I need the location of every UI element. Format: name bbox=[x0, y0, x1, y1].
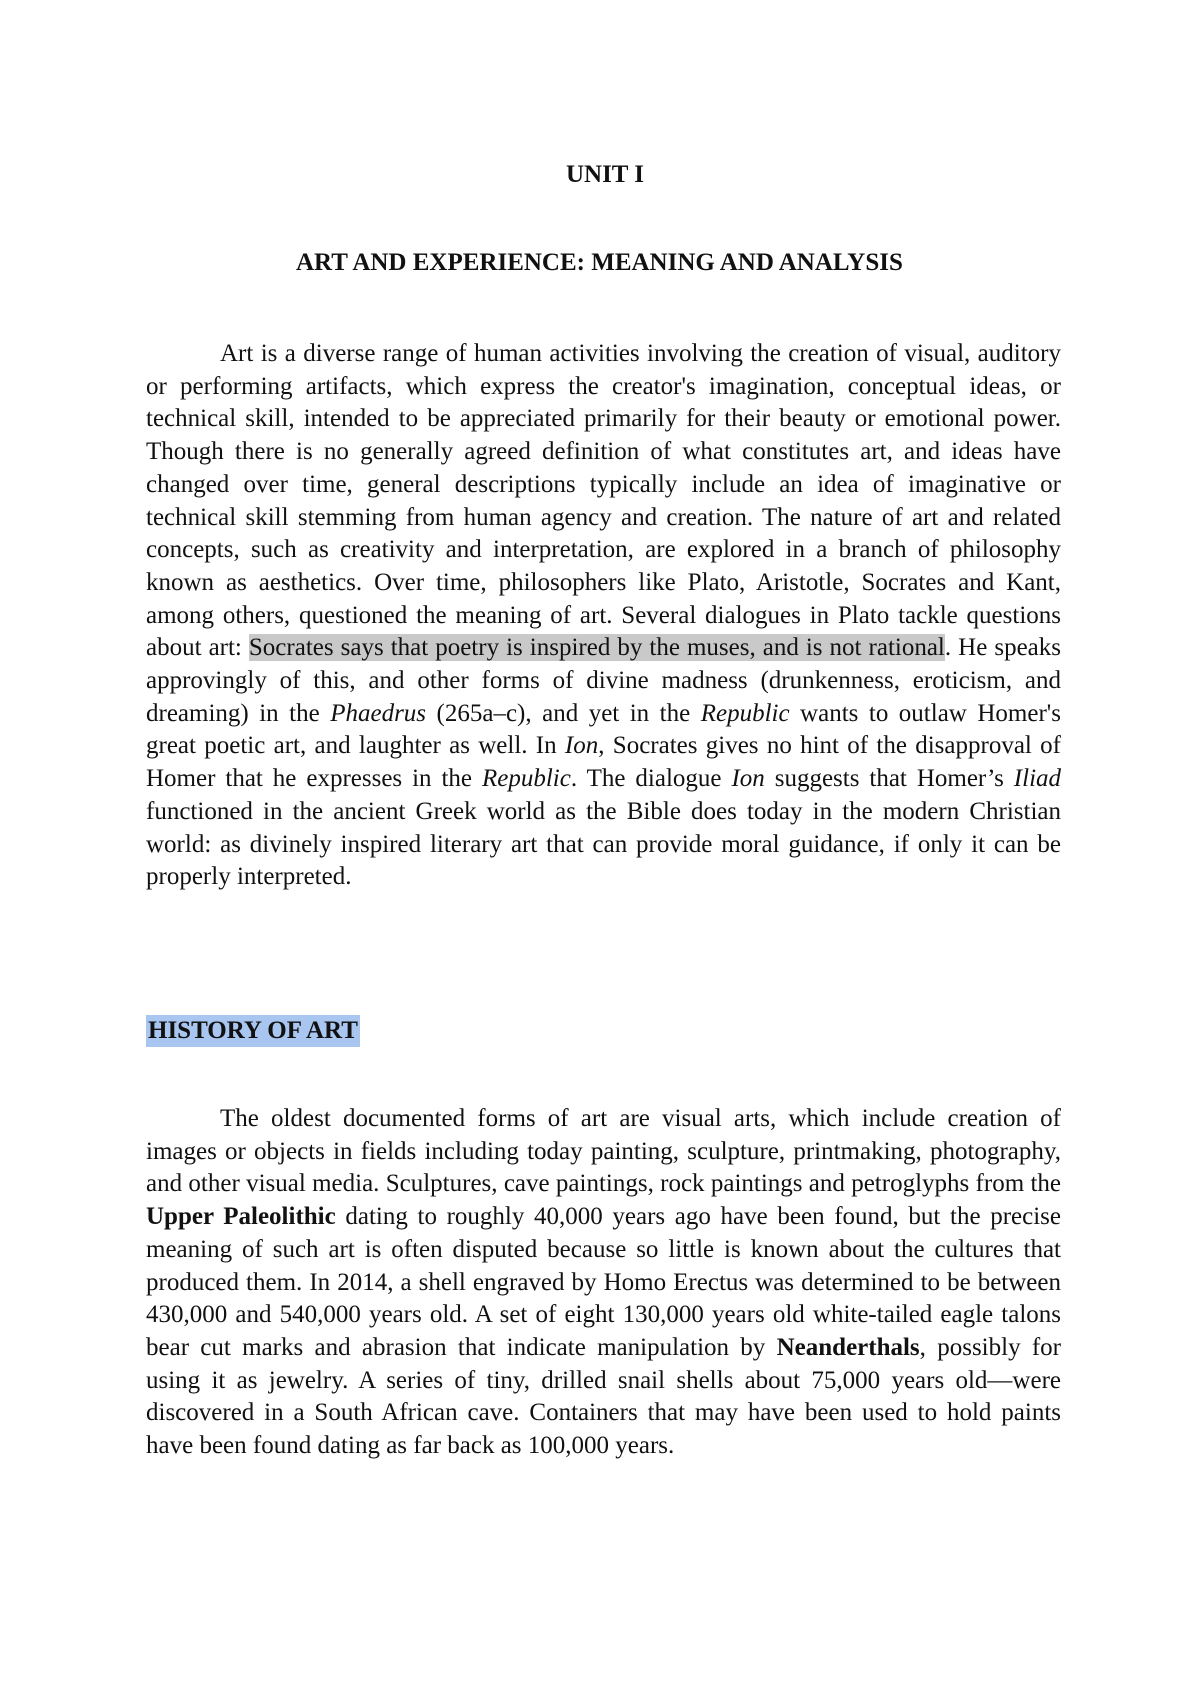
italic-title-republic: Republic bbox=[700, 699, 790, 727]
italic-title-ion: Ion bbox=[731, 765, 765, 793]
paragraph-history-of-art bbox=[146, 1103, 1061, 1463]
unit-title: UNIT I bbox=[565, 161, 645, 188]
text-run: functioned in the ancient Greek world as the Bible does today in the modern Christian world: as divinely inspired literary art that can provide moral guidance, if only it can be properly interpreted. bbox=[146, 797, 1061, 891]
section-heading-history-of-art: HISTORY OF ART bbox=[146, 1015, 360, 1047]
text-run: , Socrates gives no hint of the disapproval of Homer that he expresses in the bbox=[146, 732, 1061, 793]
text-run: . The dialogue bbox=[570, 765, 732, 793]
italic-title-phaedrus: Phaedrus bbox=[330, 699, 427, 727]
text-run: dating to roughly 40,000 years ago have been found, but the precise meaning of such art is often disputed because so little is known about the cultures that produced them. In 2014, a shell engraved by Homo Erectus was determined to be between 430,000 and 540,000 years old. A set of eight 130,000 years old white-tailed eagle talons bear cut marks and abrasion that indicate manipulation by bbox=[146, 1203, 1061, 1361]
paragraph-art-meaning bbox=[146, 338, 1061, 894]
text-run: suggests that Homer’s bbox=[764, 765, 1014, 793]
bold-term-neanderthals: Neanderthals bbox=[776, 1333, 920, 1361]
text-run: The oldest documented forms of art are visual arts, which include creation of images or objects in fields including today painting, sculpture, printmaking, photography, and other visual media. Sculptures, cave paintings, rock paintings and petroglyphs from the bbox=[146, 1105, 1061, 1198]
text-run: . He speaks approvingly of this, and other forms of divine madness (drunkenness, eroticism, and dreaming) in the bbox=[146, 634, 1061, 727]
italic-title-republic: Republic bbox=[481, 765, 571, 793]
main-title: ART AND EXPERIENCE: MEANING AND ANALYSIS bbox=[296, 249, 903, 276]
italic-title-ion: Ion bbox=[564, 732, 599, 760]
italic-title-iliad: Iliad bbox=[1013, 765, 1062, 793]
text-run: wants to outlaw Homer's great poetic art, and laughter as well. In bbox=[146, 699, 1061, 760]
text-run: , possibly for using it as jewelry. A series of tiny, drilled snail shells about 75,000 years old—were discovered in a South African cave. Containers that may have been used to hold paints have been found dating as far back as 100,000 years. bbox=[146, 1333, 1062, 1460]
bold-term-upper-paleolithic: Upper Paleolithic bbox=[146, 1203, 336, 1231]
text-run: Art is a diverse range of human activities involving the creation of visual, auditory or performing artifacts, which express the creator's imagination, conceptual ideas, or technical skill, intended to be appreciated primarily for their beauty or emotional power. Though there is no generally agreed definition of what constitutes art, and ideas have changed over time, general descriptions typically include an idea of imaginative or technical skill stemming from human agency and creation. The nature of art and related concepts, such as creativity and interpretation, are explored in a branch of philosophy known as aesthetics. Over time, philosophers like Plato, Aristotle, Socrates and Kant, among others, questioned the meaning of art. Several dialogues in Plato tackle questions about art: bbox=[146, 340, 1061, 662]
text-run: (265a–c), and yet in the bbox=[426, 699, 701, 727]
highlighted-text: Socrates says that poetry is inspired by the muses, and is not rational bbox=[248, 634, 945, 662]
